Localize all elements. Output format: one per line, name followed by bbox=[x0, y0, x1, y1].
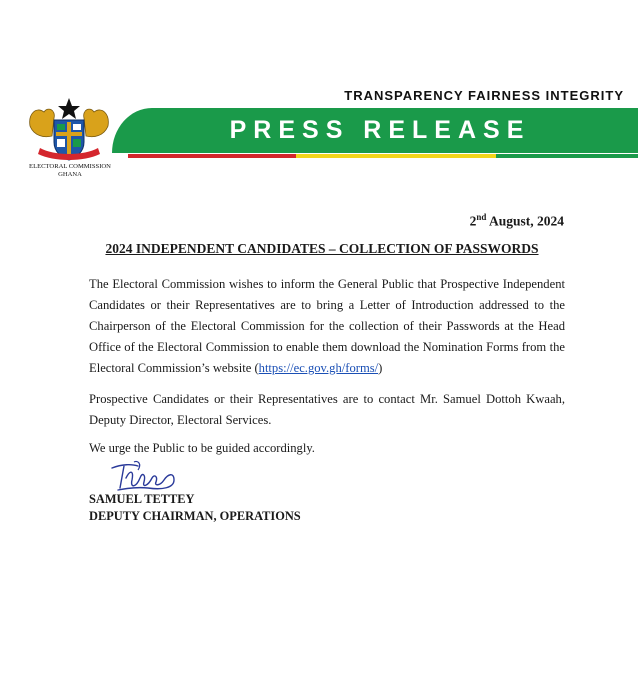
coat-of-arms-icon bbox=[26, 96, 112, 162]
release-heading: 2024 INDEPENDENT CANDIDATES – COLLECTION OF PASSWORDS bbox=[105, 241, 539, 256]
signatory-title: DEPUTY CHAIRMAN, OPERATIONS bbox=[89, 509, 301, 523]
organization-name-line2: GHANA bbox=[58, 171, 82, 178]
signatory-name: SAMUEL TETTEY bbox=[89, 492, 195, 506]
organization-name bbox=[22, 163, 118, 179]
paragraph-2: Prospective Candidates or their Representatives are to contact Mr. Samuel Dottoh Kwaah, Deputy Director, Electoral Services. bbox=[89, 392, 565, 427]
date-rest: August, 2024 bbox=[486, 213, 564, 229]
paragraph-1-text: The Electoral Commission wishes to inform the General Public that Prospective Independent Candidates or their Representatives are to bring a Letter of Introduction addressed to the Chairperson of the Electoral Commission for the collection of their Passwords at the Head Office of the Electoral Commission to enable them download the Nomination Forms from the Electoral Commission’s website ( bbox=[89, 277, 565, 375]
release-date bbox=[380, 212, 564, 230]
paragraph-1-end: ) bbox=[378, 361, 383, 375]
paragraph-3: We urge the Public to be guided accordingly. bbox=[89, 441, 315, 455]
banner-title: PRESS RELEASE bbox=[229, 116, 531, 144]
signature-icon bbox=[108, 458, 184, 494]
stripe-red bbox=[128, 154, 296, 158]
date-day: 2 bbox=[469, 213, 477, 229]
press-release-banner bbox=[112, 108, 638, 153]
organization-name-line1: ELECTORAL COMMISSION bbox=[29, 163, 111, 170]
forms-link[interactable]: https://ec.gov.gh/forms/ bbox=[258, 361, 379, 375]
stripe-yellow bbox=[296, 154, 496, 158]
paragraph-1 bbox=[89, 274, 565, 379]
date-suffix: nd bbox=[476, 212, 487, 222]
stripe-green bbox=[496, 154, 638, 158]
tagline: TRANSPARENCY FAIRNESS INTEGRITY bbox=[344, 88, 624, 103]
